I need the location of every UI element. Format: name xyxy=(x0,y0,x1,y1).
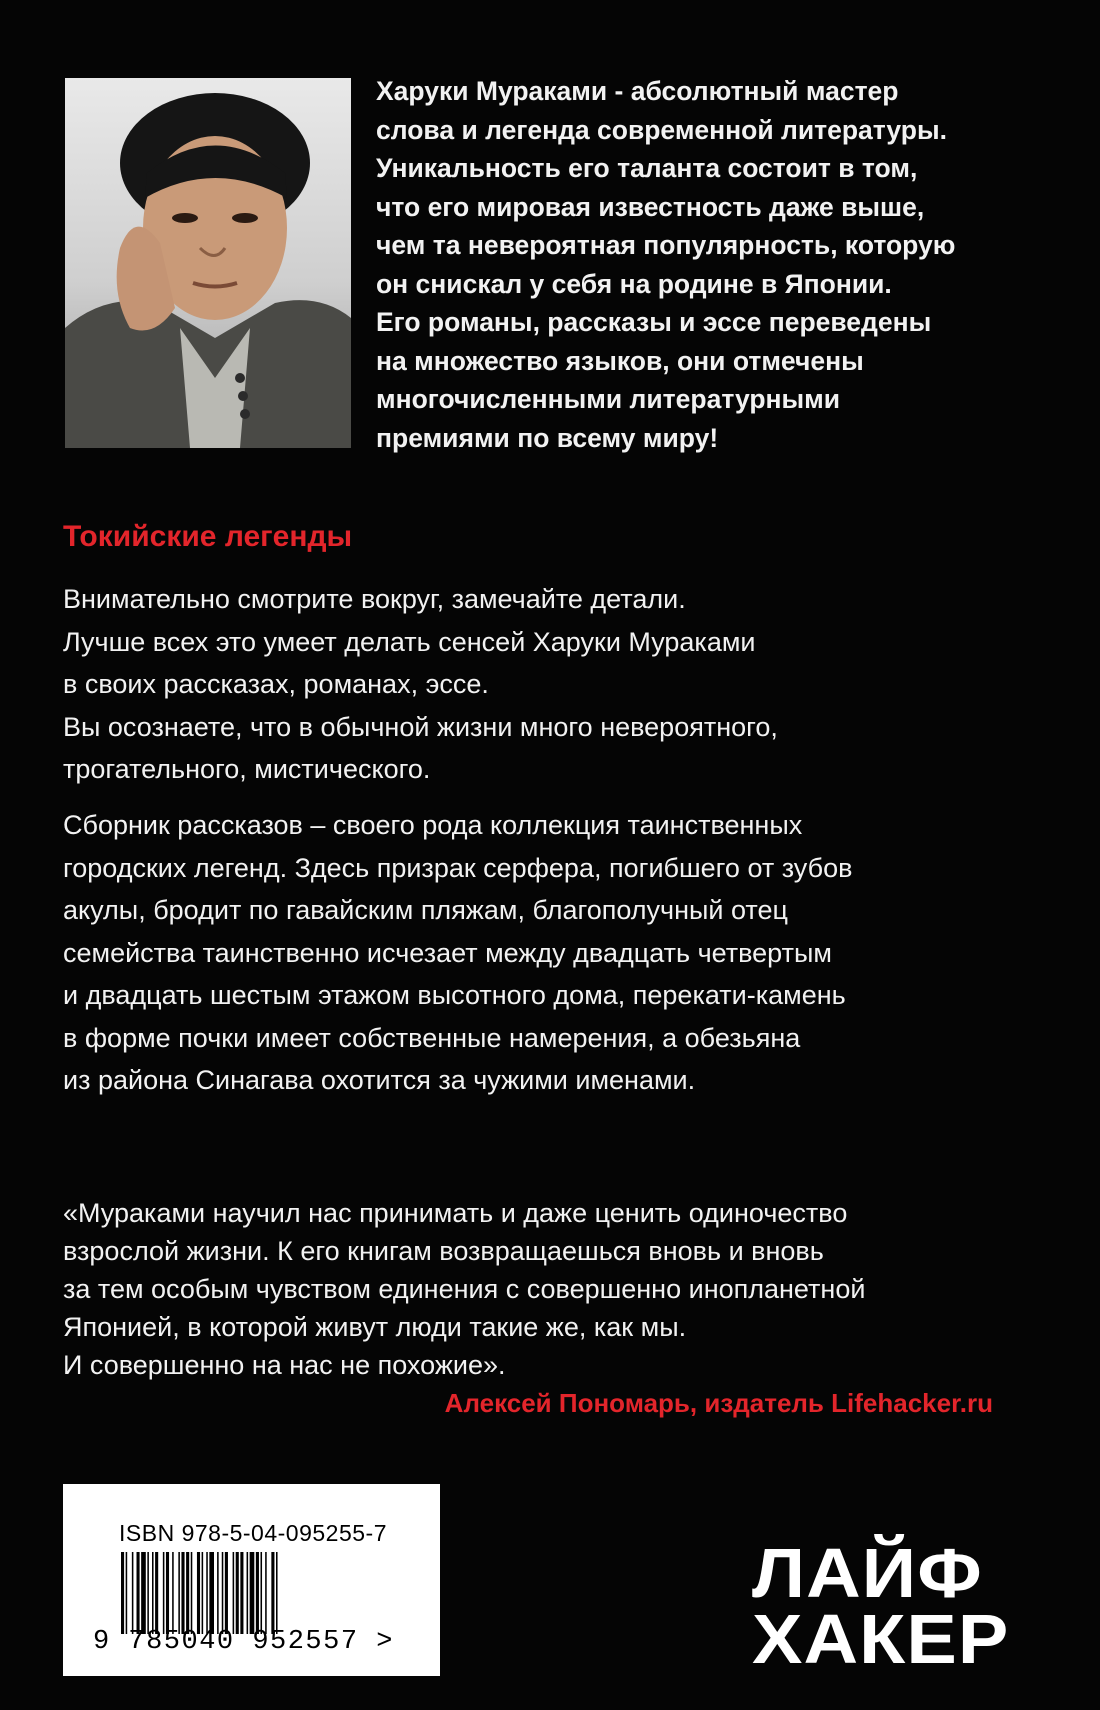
intro-line: Внимательно смотрите вокруг, замечайте детали. xyxy=(63,584,686,614)
quote-line: взрослой жизни. К его книгам возвращаешься вновь и вновь xyxy=(63,1236,824,1266)
intro-line: Лучше всех это умеет делать сенсей Харуки Мураками xyxy=(63,626,756,657)
bio-line: чем та невероятная популярность, которую xyxy=(376,230,956,260)
logo-line-1: ЛАЙФ xyxy=(752,1534,983,1612)
intro-line: трогательного, мистического. xyxy=(63,754,431,784)
author-photo xyxy=(65,78,351,448)
isbn-text: ISBN 978-5-04-095255-7 xyxy=(119,1520,387,1546)
bio-line: Его романы, рассказы и эссе переведены xyxy=(376,307,932,337)
bio-line: слова и легенда современной литературы. xyxy=(376,114,947,145)
quote-attribution: Алексей Пономарь, издатель Lifehacker.ru xyxy=(444,1388,993,1418)
section-title: Токийские легенды xyxy=(63,520,353,553)
description-line: в форме почки имеет собственные намерения, а обезьяна xyxy=(63,1022,801,1053)
barcode-label xyxy=(63,1484,440,1676)
intro-line: Вы осознаете, что в обычной жизни много невероятного, xyxy=(63,711,778,742)
review-quote xyxy=(63,1194,1073,1384)
quote-line: И совершенно на нас не похожие». xyxy=(63,1350,506,1380)
description-line: из района Синагава охотится за чужими именами. xyxy=(63,1065,696,1095)
barcode-digits: 9 785040 952557 > xyxy=(93,1627,394,1657)
author-bio xyxy=(376,72,1036,457)
logo-line-2: ХАКЕР xyxy=(752,1600,1010,1678)
quote-line: за тем особым чувством единения с совершенно инопланетной xyxy=(63,1274,866,1304)
quote-line: «Мураками научил нас принимать и даже ценить одиночество xyxy=(63,1198,848,1228)
bio-line: на множество языков, они отмечены xyxy=(376,345,864,376)
bio-line: что его мировая известность даже выше, xyxy=(376,191,925,222)
bio-line: Уникальность его таланта состоит в том, xyxy=(376,153,918,183)
publisher-logo xyxy=(752,1534,1010,1678)
intro-line: в своих рассказах, романах, эссе. xyxy=(63,669,489,699)
description-line: Сборник рассказов – своего рода коллекция таинственных xyxy=(63,810,803,840)
intro-paragraph xyxy=(63,578,1073,791)
bio-line: Харуки Мураками - абсолютный мастер xyxy=(376,76,899,106)
barcode-bars xyxy=(121,1552,421,1634)
description-line: городских легенд. Здесь призрак серфера, погибшего от зубов xyxy=(63,852,853,883)
bio-line: он снискал у себя на родине в Японии. xyxy=(376,268,892,299)
description-line: акулы, бродит по гавайским пляжам, благополучный отец xyxy=(63,895,788,925)
description-paragraph xyxy=(63,804,1073,1102)
bio-line: многочисленными литературными xyxy=(376,384,841,414)
description-line: и двадцать шестым этажом высотного дома, перекати-камень xyxy=(63,980,846,1010)
bio-line: премиями по всему миру! xyxy=(376,422,719,453)
description-line: семейства таинственно исчезает между двадцать четвертым xyxy=(63,937,832,968)
quote-line: Японией, в которой живут люди такие же, как мы. xyxy=(63,1312,687,1342)
